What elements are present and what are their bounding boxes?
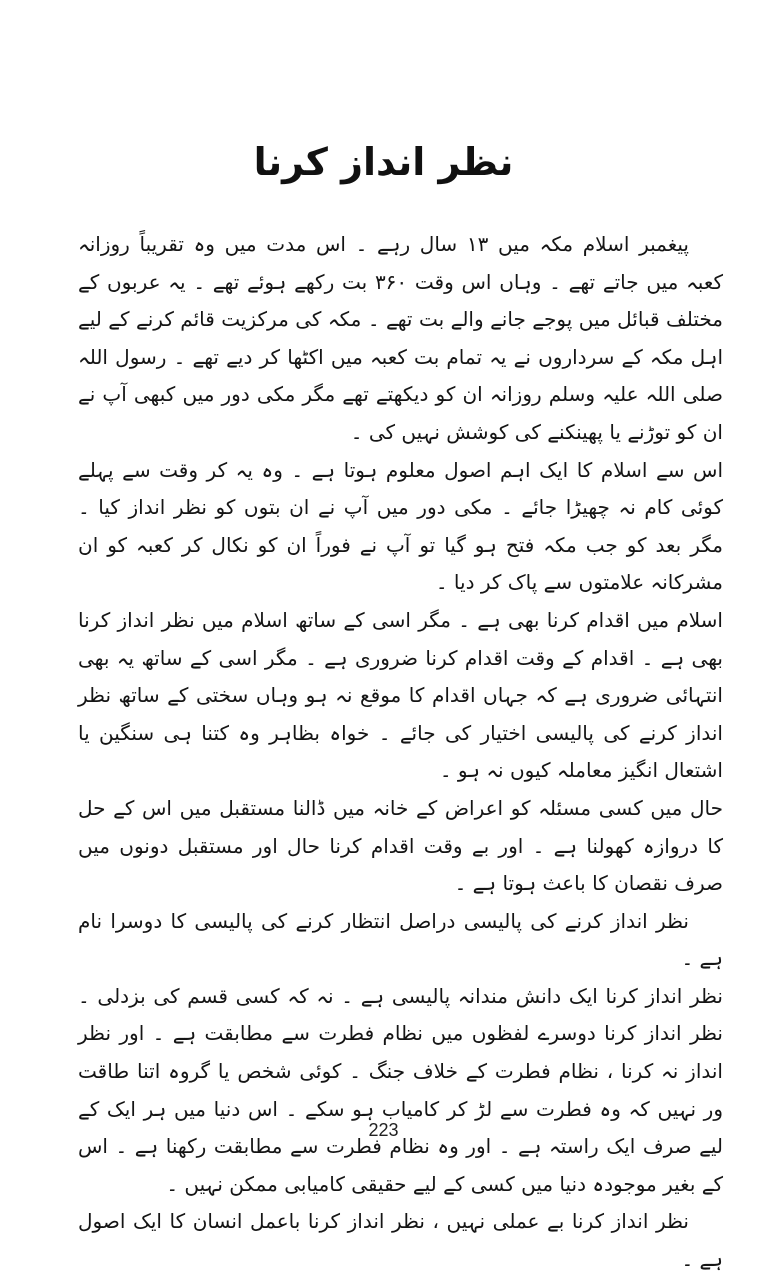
paragraph-1: پیغمبر اسلام مکہ میں ۱۳ سال رہے ۔ اس مدت میں وہ تقریباً روزانہ کعبہ میں جاتے تھے ۔ وہاں اس وقت ۳۶۰ بت رکھے ہوئے تھے ۔ یہ عربوں کے مختلف قبائل میں پوجے جانے والے بت تھے ۔ مکہ کی مرکزیت قائم کرنے کے لیے اہل مکہ کے سرداروں نے یہ تمام بت کعبہ میں اکٹھا کر دیے تھے ۔ رسول اللہ صلی اللہ علیہ وسلم روزانہ ان کو دیکھتے تھے مگر مکی دور میں کبھی آپ نے ان کو توڑنے یا پھینکنے کی کوشش نہیں کی ۔ bbox=[78, 232, 723, 444]
page-number: 223 bbox=[368, 1120, 399, 1140]
paragraph-2: اس سے اسلام کا ایک اہم اصول معلوم ہوتا ہے ۔ وہ یہ کر وقت سے پہلے کوئی کام نہ چھیڑا جائے ۔ مکی دور میں آپ نے ان بتوں کو نظر انداز کیا ۔ مگر بعد کو جب مکہ فتح ہو گیا تو آپ نے فوراً ان کو نکال کر کعبہ کو ان مشرکانہ علامتوں سے پاک کر دیا ۔ bbox=[78, 457, 723, 595]
paragraph-3: اسلام میں اقدام کرنا بھی ہے ۔ مگر اسی کے ساتھ اسلام میں نظر انداز کرنا بھی ہے ۔ اقدام کے وقت اقدام کرنا ضروری ہے ۔ مگر اسی کے ساتھ یہ بھی انتہائی ضروری ہے کہ جہاں اقدام کا موقع نہ ہو وہاں سختی کے ساتھ نظر انداز کرنے کی پالیسی اختیار کی جائے ۔ خواہ بظاہر وہ کتنا ہی سنگین یا اشتعال انگیز معاملہ کیوں نہ ہو ۔ bbox=[78, 607, 723, 783]
paragraph-4: حال میں کسی مسئلہ کو اعراض کے خانہ میں ڈالنا مستقبل میں اس کے حل کا دروازہ کھولنا ہے ۔ اور بے وقت اقدام کرنا حال اور مستقبل دونوں میں صرف نقصان کا باعث ہوتا ہے ۔ bbox=[78, 795, 723, 896]
page-title: نظر انداز کرنا bbox=[253, 140, 514, 184]
paragraph-5: نظر انداز کرنے کی پالیسی دراصل انتظار کرنے کی پالیسی کا دوسرا نام ہے ۔ bbox=[78, 908, 723, 971]
paragraph-6: نظر انداز کرنا ایک دانش مندانہ پالیسی ہے ۔ نہ کہ کسی قسم کی بزدلی ۔ نظر انداز کرنا دوسرے لفظوں میں نظام فطرت سے مطابقت ہے ۔ اور نظر انداز نہ کرنا ، نظام فطرت کے خلاف جنگ ۔ کوئی شخص یا گروہ اتنا طاقت ور نہیں کہ وہ فطرت سے لڑ کر کامیاب ہو سکے ۔ اس دنیا میں ہر ایک کے لیے صرف ایک راستہ ہے ۔ اور وہ نظام فطرت سے مطابقت رکھنا ہے ۔ اس کے بغیر موجودہ دنیا میں کسی کے لیے حقیقی کامیابی ممکن نہیں ۔ bbox=[78, 983, 723, 1196]
paragraph-7: نظر انداز کرنا بے عملی نہیں ، نظر انداز کرنا باعمل انسان کا ایک اصول ہے ۔ bbox=[78, 1209, 723, 1272]
